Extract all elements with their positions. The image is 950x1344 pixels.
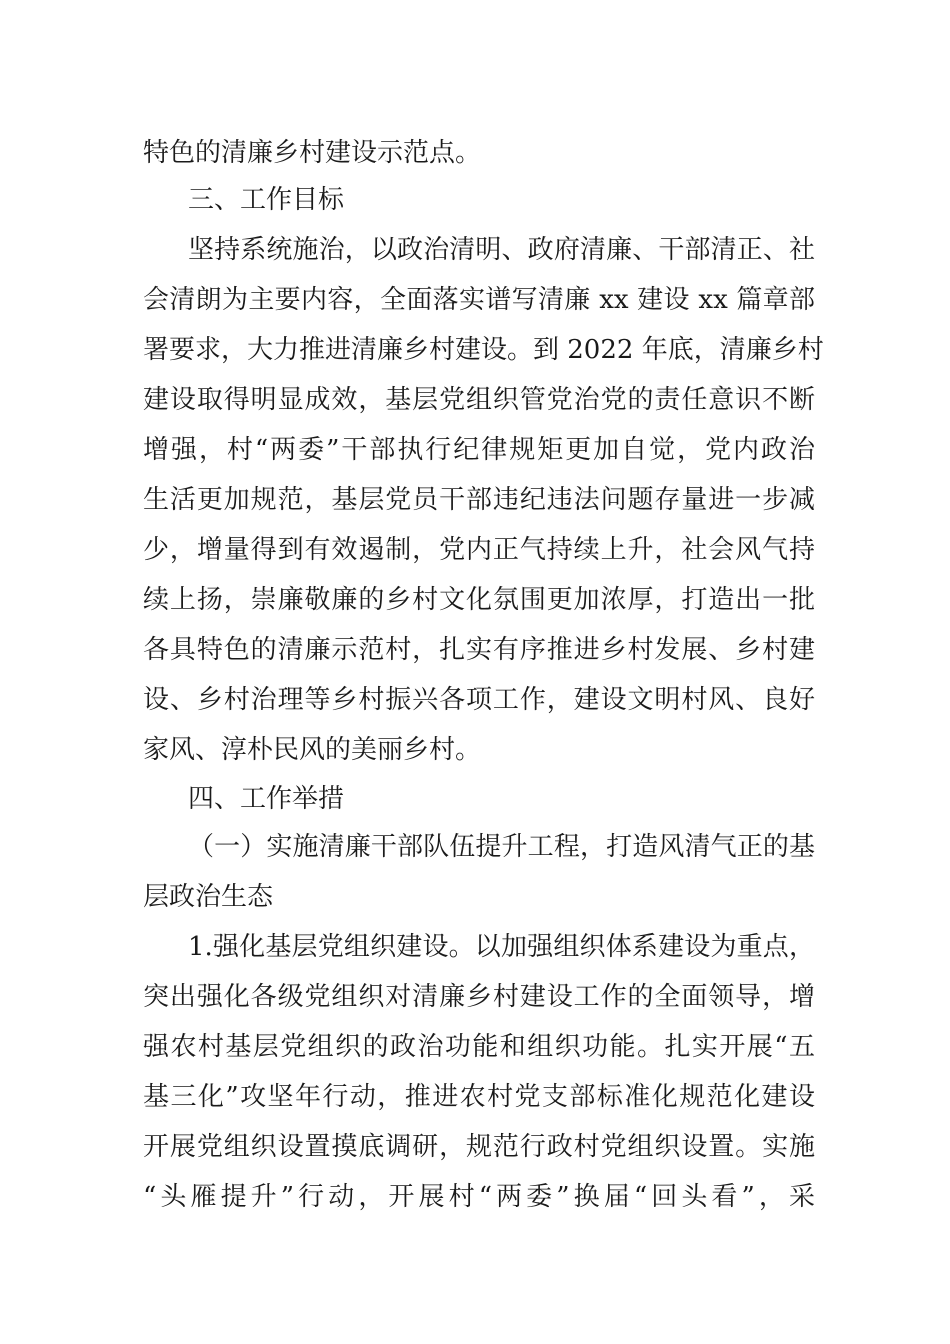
text-line: 续上扬，崇廉敬廉的乡村文化氛围更加浓厚，打造出一批: [143, 585, 815, 615]
text-line: 增强，村“两委”干部执行纪律规矩更加自觉，党内政治: [143, 435, 815, 465]
text-line: 设、乡村治理等乡村振兴各项工作，建设文明村风、良好: [143, 685, 815, 715]
text-line: 会清朗为主要内容，全面落实谱写清廉 xx 建设 xx 篇章部: [143, 285, 815, 315]
text-line: 少，增量得到有效遏制，党内正气持续上升，社会风气持: [143, 535, 815, 565]
text-line: 家风、淳朴民风的美丽乡村。: [143, 735, 482, 765]
text-line: 突出强化各级党组织对清廉乡村建设工作的全面领导，增: [143, 982, 815, 1012]
text-line: 坚持系统施治，以政治清明、政府清廉、干部清正、社: [188, 235, 815, 265]
section-heading: 三、工作目标: [188, 185, 345, 215]
text-line: “头雁提升”行动，开展村“两委”换届“回头看”，采: [143, 1182, 815, 1212]
section-heading: 四、工作举措: [188, 784, 345, 814]
text-line: 生活更加规范，基层党员干部违纪违法问题存量进一步减: [143, 485, 815, 515]
subsection-heading: 层政治生态: [143, 882, 274, 912]
text-line: 特色的清廉乡村建设示范点。: [143, 138, 482, 168]
text-line: 各具特色的清廉示范村，扎实有序推进乡村发展、乡村建: [143, 635, 815, 665]
text-line: 基三化”攻坚年行动，推进农村党支部标准化规范化建设: [143, 1082, 815, 1112]
text-line: 强农村基层党组织的政治功能和组织功能。扎实开展“五: [143, 1032, 815, 1062]
text-line: 建设取得明显成效，基层党组织管党治党的责任意识不断: [143, 385, 815, 415]
text-line: 署要求，大力推进清廉乡村建设。到 2022 年底，清廉乡村: [143, 335, 824, 365]
text-line: 1.强化基层党组织建设。以加强组织体系建设为重点，: [188, 932, 815, 962]
subsection-heading: （一）实施清廉干部队伍提升工程，打造风清气正的基: [188, 832, 815, 862]
text-line: 开展党组织设置摸底调研，规范行政村党组织设置。实施: [143, 1132, 815, 1162]
